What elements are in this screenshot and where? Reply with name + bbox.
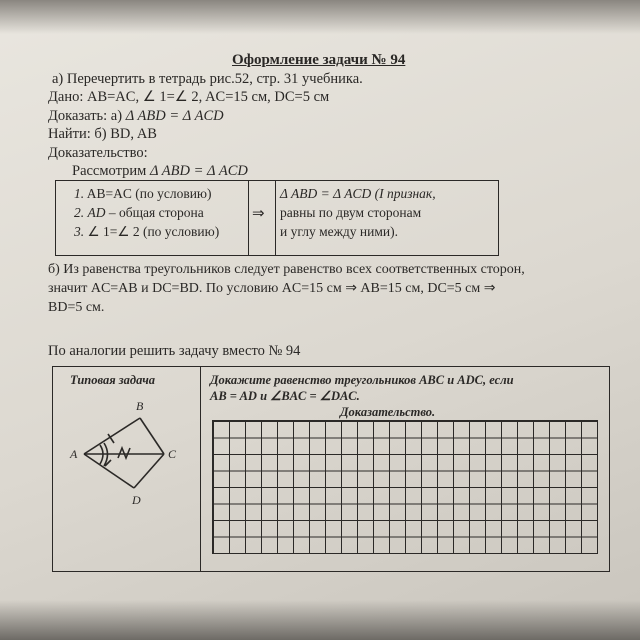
implies-arrow: ⇒ <box>252 206 265 222</box>
proof-heading: Доказательство. <box>340 405 436 419</box>
bottom-shadow <box>0 600 640 640</box>
label-c: C <box>168 447 177 461</box>
answer-grid[interactable] <box>212 420 598 554</box>
proof-table-divider-2 <box>275 180 276 255</box>
part-a-instruction: а) Перечертить в тетрадь рис.52, стр. 31 учебника. <box>52 71 363 87</box>
proof-item-2-text: – общая сторона <box>105 205 204 220</box>
proof-item-2 <box>74 205 204 221</box>
task-line-2: AB = AD и ∠BAC = ∠DAC. <box>210 389 360 403</box>
proof-item-2-side: AD <box>87 205 106 220</box>
proof-label: Доказательство: <box>48 145 148 161</box>
find-line: Найти: б) BD, AB <box>48 126 157 142</box>
prove-prefix: Доказать: а) <box>48 108 126 124</box>
top-shadow <box>0 0 640 34</box>
part-b-line-3: BD=5 см. <box>48 300 105 315</box>
proof-item-3-num: 3. <box>74 224 85 239</box>
label-d: D <box>132 493 141 507</box>
consider-line <box>72 163 248 179</box>
equal-mark <box>118 448 130 458</box>
label-b: B <box>136 399 144 413</box>
proof-item-3-text: ∠ 1=∠ 2 (по условию) <box>87 224 220 239</box>
prove-formula: Δ ABD = Δ ACD <box>125 108 224 124</box>
typical-task-heading: Типовая задача <box>70 373 156 387</box>
proof-item-3 <box>74 224 219 240</box>
side-bc <box>140 418 164 454</box>
proof-item-1-num: 1. <box>74 186 85 201</box>
part-b-line-2: значит AC=AB и DC=BD. По условию AC=15 см ⇒ AB=15 см, DC=5 см ⇒ <box>48 281 496 296</box>
proof-table-divider-1 <box>248 180 249 255</box>
side-ab <box>84 418 140 454</box>
proof-item-2-num: 2. <box>74 205 85 220</box>
consider-formula: Δ ABD = Δ ACD <box>149 163 248 179</box>
given-line: Дано: AB=AC, ∠ 1=∠ 2, AC=15 см, DC=5 см <box>48 89 330 105</box>
prove-line <box>48 108 224 124</box>
kite-figure <box>60 388 200 508</box>
side-cd <box>134 454 164 488</box>
label-a: A <box>70 447 78 461</box>
conclusion-line-3: и углу между ними). <box>280 224 399 239</box>
page-title: Оформление задачи № 94 <box>232 52 406 68</box>
side-da <box>84 454 134 488</box>
proof-item-1 <box>74 186 212 202</box>
task-line-1: Докажите равенство треугольников ABC и ADC, если <box>210 373 514 387</box>
conclusion-line-1: Δ ABD = Δ ACD (I признак, <box>280 186 436 201</box>
task-table-divider <box>200 366 201 571</box>
part-b-line-1: б) Из равенства треугольников следует равенство всех соответственных сторон, <box>48 262 525 277</box>
analogy-line: По аналогии решить задачу вместо № 94 <box>48 343 301 359</box>
conclusion-line-2: равны по двум сторонам <box>280 205 422 220</box>
consider-prefix: Рассмотрим <box>72 163 150 179</box>
proof-item-1-text: AB=AC (по условию) <box>86 186 212 201</box>
